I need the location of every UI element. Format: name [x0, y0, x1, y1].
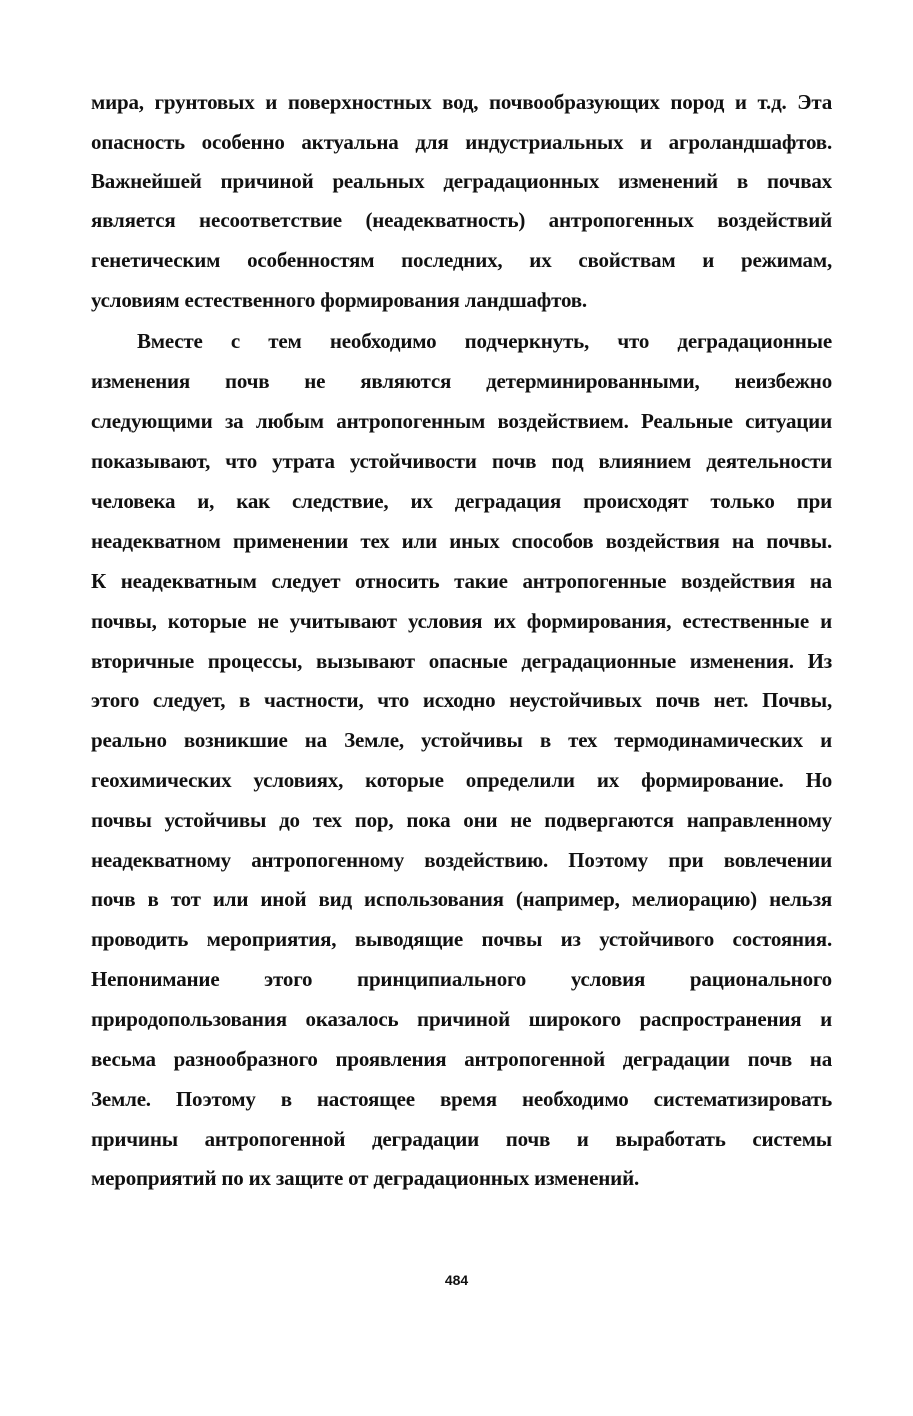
text-line: Важнейшей причиной реальных деградационных изменений в почвах: [91, 169, 832, 193]
text-line: природопользования оказалось причиной широкого распространения и: [91, 1007, 832, 1031]
text-line: геохимических условиях, которые определили их формирование. Но: [91, 768, 832, 792]
text-line: проводить мероприятия, выводящие почвы из устойчивого состояния.: [91, 927, 832, 951]
text-line: причины антропогенной деградации почв и выработать системы: [91, 1127, 832, 1151]
text-line: генетическим особенностям последних, их свойствам и режимам,: [91, 248, 832, 272]
text-line: опасность особенно актуальна для индустриальных и агроландшафтов.: [91, 130, 832, 154]
text-line: этого следует, в частности, что исходно неустойчивых почв нет. Почвы,: [91, 688, 832, 712]
text-line: неадекватном применении тех или иных способов воздействия на почвы.: [91, 529, 832, 553]
text-line: является несоответствие (неадекватность) антропогенных воздействий: [91, 208, 832, 232]
text-line: почвы устойчивы до тех пор, пока они не подвергаются направленному: [91, 808, 832, 832]
text-line: Непонимание этого принципиального условия рационального: [91, 967, 832, 991]
text-line: реально возникшие на Земле, устойчивы в тех термодинамических и: [91, 728, 832, 752]
text-line: вторичные процессы, вызывают опасные деградационные изменения. Из: [91, 649, 832, 673]
text-line: мероприятий по их защите от деградационных изменений.: [91, 1166, 640, 1190]
text-line: показывают, что утрата устойчивости почв под влиянием деятельности: [91, 449, 832, 473]
page-number: 484: [444, 1272, 469, 1288]
text-line: следующими за любым антропогенным воздействием. Реальные ситуации: [91, 409, 832, 433]
text-line: К неадекватным следует относить такие антропогенные воздействия на: [91, 569, 832, 593]
text-line: человека и, как следствие, их деградация происходят только при: [91, 489, 832, 513]
text-line: мира, грунтовых и поверхностных вод, почвообразующих пород и т.д. Эта: [91, 90, 832, 114]
text-line: весьма разнообразного проявления антропогенной деградации почв на: [91, 1047, 832, 1071]
text-line: почвы, которые не учитывают условия их формирования, естественные и: [91, 609, 832, 633]
text-line: Земле. Поэтому в настоящее время необходимо систематизировать: [91, 1087, 832, 1111]
text-line: условиям естественного формирования ландшафтов.: [91, 288, 587, 312]
text-line: почв в тот или иной вид использования (например, мелиорацию) нельзя: [91, 887, 832, 911]
text-line: Вместе с тем необходимо подчеркнуть, что деградационные: [137, 329, 832, 353]
text-line: неадекватному антропогенному воздействию. Поэтому при вовлечении: [91, 848, 832, 872]
text-line: изменения почв не являются детерминированными, неизбежно: [91, 369, 832, 393]
